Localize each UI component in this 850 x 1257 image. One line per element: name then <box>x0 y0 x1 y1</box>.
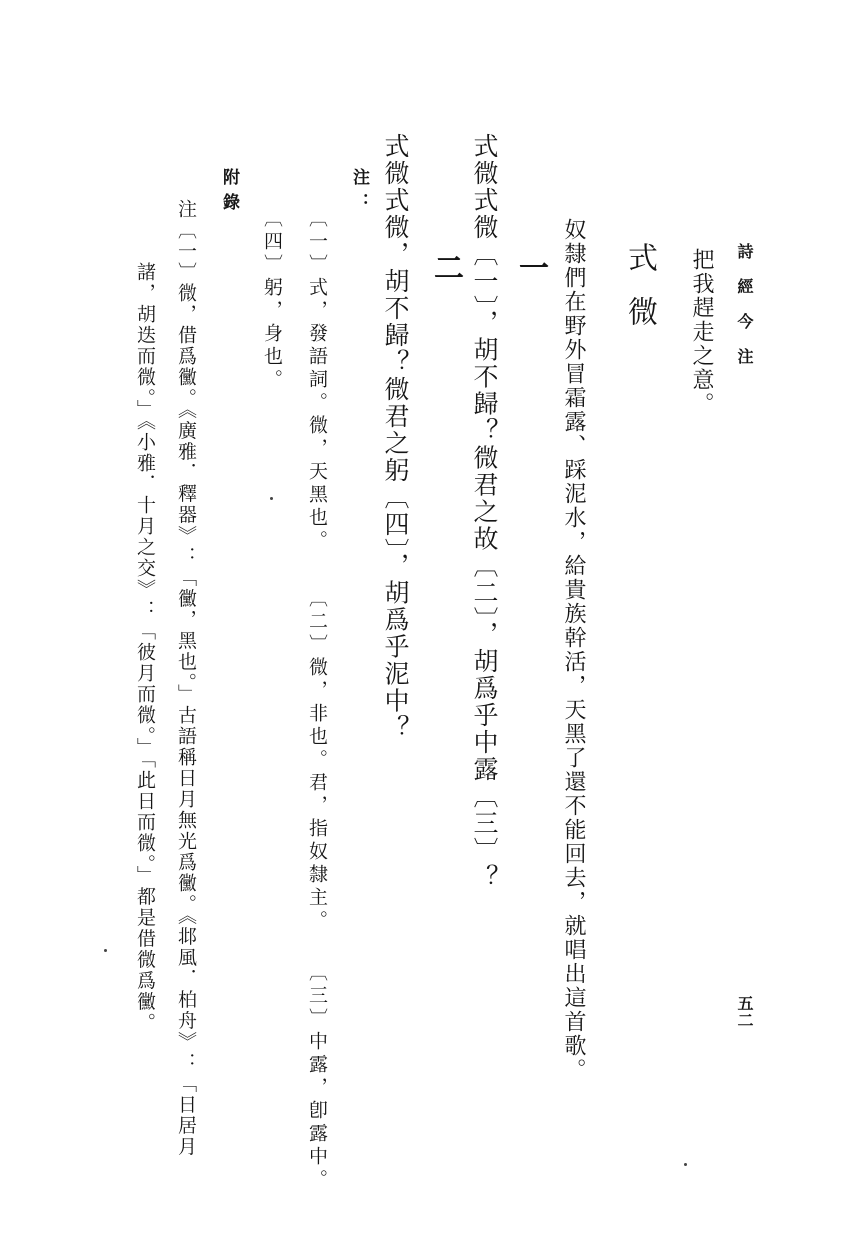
note-1: 〔一〕式，發語詞。微，天黑也。 <box>306 208 328 553</box>
appendix-line-1: 注〔一〕微，借爲黴。《廣雅．釋器》：「黴，黑也。」古語稱日月無光爲黴。《邶風．柏舟》：「日居月 <box>175 199 197 1158</box>
appendix-line-2: 諸，胡迭而微。」《小雅．十月之交》：「彼月而微。」「此日而微。」都是借微爲黴。 <box>134 262 156 1034</box>
poem-summary: 奴隸們在野外冒霜露、踩泥水，給貴族幹活，天黑了還不能回去，就唱出這首歌。 <box>561 218 586 1082</box>
stanza-text-1: 式微式微〔一〕，胡不歸？微君之故〔二〕，胡爲乎中露〔三〕？ <box>470 133 499 891</box>
note-3: 〔三〕中露，卽露中。 <box>306 962 328 1192</box>
page-number: 五二 <box>735 995 754 1029</box>
note-4: 〔四〕躬，身也。 <box>261 208 283 392</box>
stanza-number-1: 一 <box>513 252 548 282</box>
print-speck <box>270 497 273 500</box>
stanza-number-2: 二 <box>428 252 463 282</box>
stanza-text-2: 式微式微，胡不歸？微君之躬〔四〕，胡爲乎泥中？ <box>381 133 410 742</box>
appendix-label: 附錄 <box>219 168 239 218</box>
note-2: 〔二〕微，非也。君，指奴隸主。 <box>306 588 328 933</box>
previous-intro-tail: 把我趕走之意。 <box>689 248 714 416</box>
book-title: 詩經今注 <box>735 243 754 383</box>
print-speck <box>684 1163 687 1166</box>
print-speck <box>104 949 107 952</box>
notes-label: 注： <box>349 168 369 218</box>
poem-title: 式微 <box>622 242 657 350</box>
